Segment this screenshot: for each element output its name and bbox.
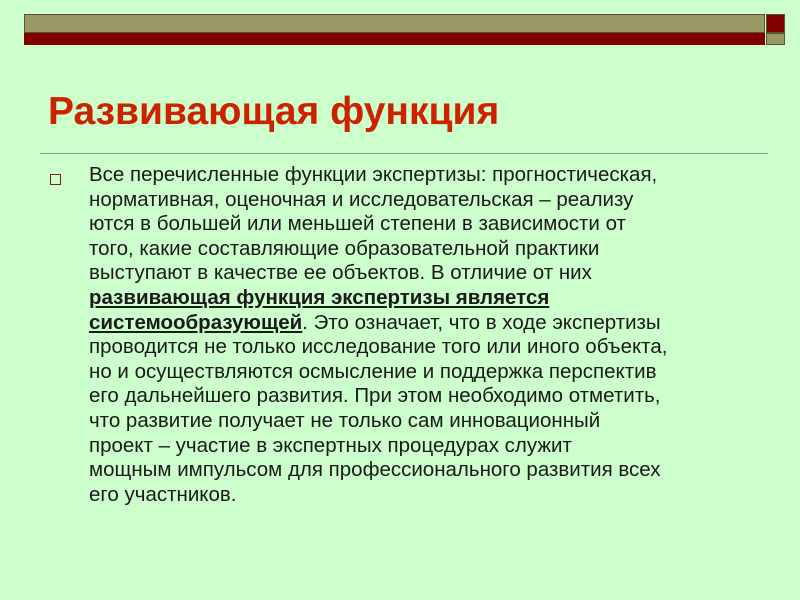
body-line: Все перечисленные функции экспертизы: прогностическая, [89,163,658,186]
body-line: его дальнейшего развития. При этом необходимо отметить, [89,384,661,408]
bullet-square-icon [50,174,61,185]
body-line: что развитие получает не только сам инновационный [89,408,601,432]
body-line: проект – участие в экспертных процедурах служит [89,433,572,457]
body-line: выступают в качестве ее объектов. В отличие от них [89,261,592,285]
emphasis-text: развивающая функция экспертизы является [89,285,550,309]
header-bar-red [24,33,765,45]
header-square-red [766,14,785,33]
body-line: его участников. [89,482,237,506]
after-emphasis-text: . Это означает, что в ходе экспертизы [302,310,661,334]
body-line: но и осуществляются осмысление и поддержка перспектив [89,359,657,383]
body-line-emphasis-2 [89,311,779,336]
header-square-olive [766,33,785,45]
slide-title: Развивающая функция [48,90,500,133]
body-line: того, какие составляющие образовательной практики [89,236,600,260]
emphasis-text-2: системообразующей [89,310,303,334]
body-line: мощным импульсом для профессионального развития всех [89,458,661,482]
body-line-emphasis [89,286,779,311]
title-divider [40,153,768,154]
body-line: проводится не только исследование того или иного объекта, [89,335,668,359]
header-bar-olive [24,14,765,33]
body-line: нормативная, оценочная и исследовательская – реализу [89,187,634,211]
body-paragraph [89,163,779,507]
body-line: ются в большей или меньшей степени в зависимости от [89,212,626,236]
